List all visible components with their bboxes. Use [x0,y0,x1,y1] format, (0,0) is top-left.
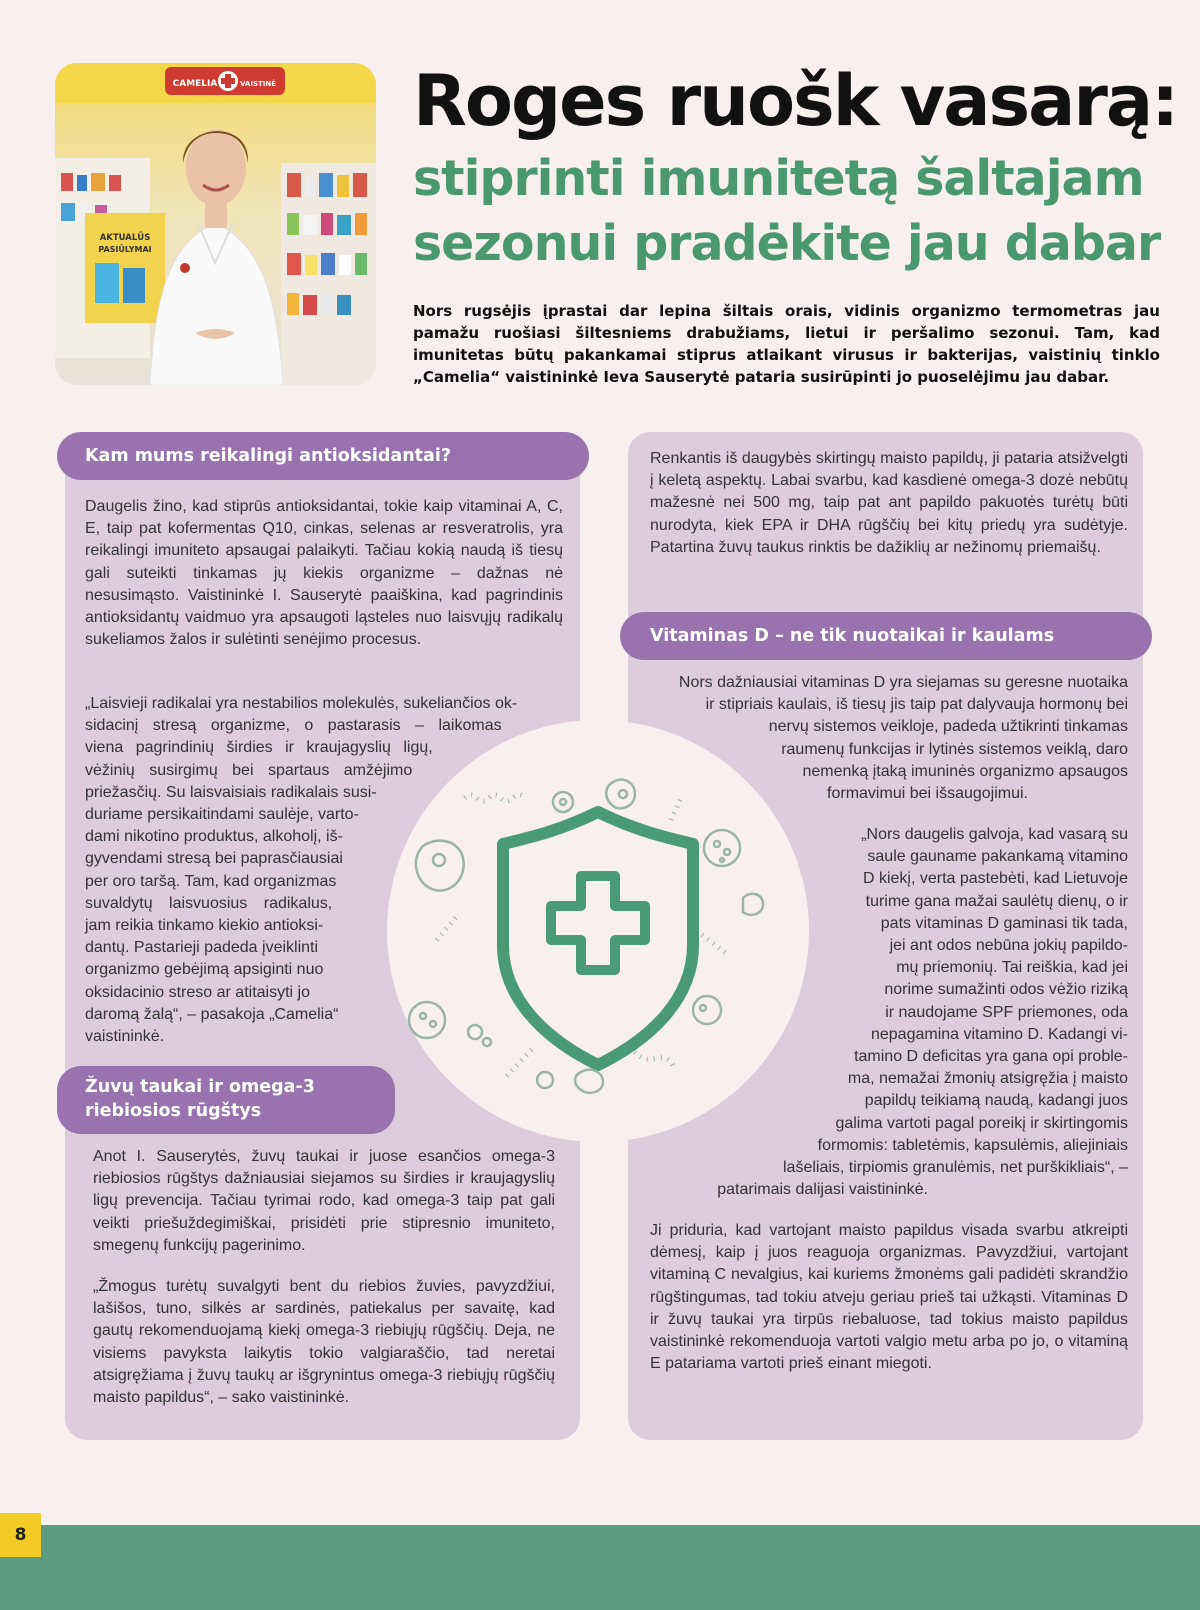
pharmacist-photo [55,63,376,385]
text-line: dantų. Pastarieji padeda įveiklinti [85,939,319,957]
heading-fish-oil [57,1066,395,1134]
article-title: Roges ruošk vasarą: [413,60,1178,142]
text-line: nemenką įtaką imuninės organizmo apsaugos [802,762,1128,780]
face [186,130,246,206]
antioxidants-paragraph-1: Daugelis žino, kad stiprūs antioksidantai, tokie kaip vitaminai A, C, E, taip pat kofermentas Q10, cinkas, selenas ar resveratrolis, yra reikalingi imuniteto apsaugai palaikyti. Tačiau kokią naudą iš tiesų gali suteikti tinkamas jų kiekis organizme – dažnas nė nesusimąsto. Vaistininkė I. Sauserytė paaiškina, kad pagrindinis antioksidantų vaidmuo yra apsaugoti ląsteles nuo laisvųjų radikalų sukeliamos žalos ir sulėtinti senėjimo procesus. [85,498,563,649]
text-line: patarimais dalijasi vaistininkė. [717,1181,928,1199]
heading-vitamin-d: Vitaminas D – ne tik nuotaikai ir kaulams [620,612,1152,660]
text-line: duriame persikaitindami saulėje, varto- [85,806,359,824]
vitamin-d-paragraph-3: Ji priduria, kad vartojant maisto papildus visada svarbu atkreipti dėmesį, kaip į juos reaguoja organizmas. Pavyzdžiui, vartojant vitaminą C nevalgius, kai kuriems žmonėms gali padidėti skrandžio rūgštingumas, tad tokiu atveju geriau prieš tai užkąsti. Vitaminas D ir žuvų taukai yra tirpūs riebaluose, tad tokius maisto papildus vaistininkė rekomenduoja vartoti valgio metu arba po jo, o vitaminą E patariama vartoti prieš einant miegoti. [650,1222,1128,1373]
svg-text:AKTUALŪS: AKTUALŪS [99,233,151,243]
text-line: viena pagrindinių širdies ir kraujagyslių ligų, [85,739,433,757]
text-line: tamino D deficitas yra gana opi proble- [854,1048,1128,1066]
text-line: vaistininkė. [85,1028,165,1046]
shield-illustration [387,720,809,1142]
article-subtitle [413,146,1173,276]
text-line: jei ant odos nebūna jokių papildo- [889,937,1128,955]
shield-cross-icon [503,812,693,1065]
text-line: D kiekį, verta pastebėti, kad Lietuvoje [862,870,1128,888]
text-line: vėžinių susirgimų bei spartaus amžėjimo [85,761,413,779]
text-line: lašeliais, tirpiomis granulėmis, net purškikliais“, – [782,1159,1128,1177]
text-line: ir naudojame SPF priemones, oda [885,1003,1128,1021]
svg-text:VAISTINĖ: VAISTINĖ [239,80,277,88]
text-line: saule gauname pakankamą vitamino [867,848,1128,866]
text-line: gyvendami stresą bei paprasčiausiai [85,850,343,868]
text-line: formomis: tabletėmis, kapsulėmis, aliejiniais [817,1136,1128,1154]
text-line: pats vitaminas D gaminasi tik tada, [880,914,1128,932]
svg-text:PASIŪLYMAI: PASIŪLYMAI [98,245,152,254]
text-line: suvaldytų laisvuosius radikalus, [85,894,333,912]
medical-cross-icon [551,876,645,970]
fish-oil-paragraph-1: Anot I. Sauserytės, žuvų taukai ir juose esančios omega-3 riebiosios rūgštys dažniausiai siejamos su širdies ir kraujagyslių ligų prevencija. Tačiau tyrimai rodo, kad omega-3 taip pat gali veikti priešuždegimiškai, prisidėti prie stipresnio imuniteto, smegenų funkcijų pagerinimo. [93,1148,555,1254]
text-line: Nors dažniausiai vitaminas D yra siejamas su geresne nuotaika [678,674,1128,691]
page-number: 8 [0,1513,41,1557]
text-line: daromą žalą“, – pasakoja „Camelia“ [85,1005,339,1023]
pharmacy-scene-image [55,63,376,385]
text-line: „Laisvieji radikalai yra nestabilios molekulės, sukeliančios ok- [85,695,518,712]
text-line: per oro taršą. Tam, kad organizmas [85,872,337,890]
subtitle-line-1: stiprinti imunitetą šaltajam [413,150,1144,207]
text-line: nervų sistemos veikloje, padeda užtikrinti tinkamas [768,718,1128,736]
text-line: papildų teikiamą naudą, kadangi juos [864,1092,1128,1110]
footer-band [0,1525,1200,1610]
text-line: ma, nemažai žmonių atsigręžia į maisto [847,1070,1128,1088]
text-line: formavimui bei išsaugojimui. [827,785,1028,803]
text-line: priežasčių. Su laisvaisiais radikalais susi- [85,783,377,801]
text-line: norime sumažinti odos vėžio riziką [884,981,1128,999]
text-line: mų priemonių. Tai reiškia, kad jei [896,959,1128,977]
germ-icons [409,780,763,1093]
text-line: jam reikia tinkamo kiekio antioksi- [85,917,324,935]
text-line: galima vartoti pagal poreikį ir skirtingomis [835,1114,1128,1132]
text-line: „Nors daugelis galvoja, kad vasarą su [861,826,1128,843]
article-intro: Nors rugsėjis įprastai dar lepina šiltais orais, vidinis organizmo termometras jau pamažu ruošiasi šiltesniems drabužiams, lietui ir peršalimo sezonui. Tam, kad imunitetas būtų pakankamai stiprus atlaikant virusus ir bakterijas, vaistinių tinklo „Camelia“ vaistininkė Ieva Sauserytė pataria susirūpinti jo puoselėjimu jau dabar. [413,302,1160,386]
svg-text:CAMELIA: CAMELIA [172,79,218,89]
supplements-paragraph: Renkantis iš daugybės skirtingų maisto papildų, ji pataria atsižvelgti į keletą aspektų. Labai svarbu, kad kasdienė omega-3 dozė nebūtų mažesnė nei 500 mg, taip pat ant papildo pakuotės turėtų būti nurodyta, kiek EPA ir DHA rūgščių bei kitų priedų yra sudėtyje. Patartina žuvų taukus rinktis be dažiklių ar nežinomų priemaišų. [650,450,1128,556]
heading-antioxidants: Kam mums reikalingi antioksidantai? [57,432,589,480]
text-line: oksidacinio streso ar atitaisyti jo [85,983,310,1001]
text-line: organizmo gebėjimą apsiginti nuo [85,961,324,979]
heading-line: Žuvų taukai ir omega-3 [85,1077,315,1097]
fish-oil-paragraph-2: „Žmogus turėtų suvalgyti bent du riebios žuvies, pavyzdžiui, lašišos, tuno, silkės ar sardinės, patiekalus per savaitę, kad gautų rekomenduojamą kiekį omega-3 riebiųjų rūgščių. Deja, ne visiems pavyksta laikytis tokio valgiaraščio, tad neretai atsigręžiama į žuvų taukų ar išgrynintus omega-3 riebiųjų rūgščių maisto papildus“, – sako vaistininkė. [93,1278,555,1407]
subtitle-line-2: sezonui pradėkite jau dabar [413,215,1161,272]
text-line: turime gana mažai saulėtų dienų, o ir [865,892,1128,910]
text-line: sidacinį stresą organizme, o pastarasis – laikomas [85,717,502,735]
text-line: nepagamina vitamino D. Kadangi vi- [870,1025,1128,1043]
text-line: dami nikotino produktus, alkoholį, iš- [85,828,343,846]
text-line: ir stipriais kaulais, iš tiesų jis taip pat dalyvauja hormonų bei [705,696,1128,714]
heading-line: riebiosios rūgštys [85,1101,262,1121]
text-line: raumenų funkcijas ir lytinės sistemos veiklą, daro [781,740,1128,758]
